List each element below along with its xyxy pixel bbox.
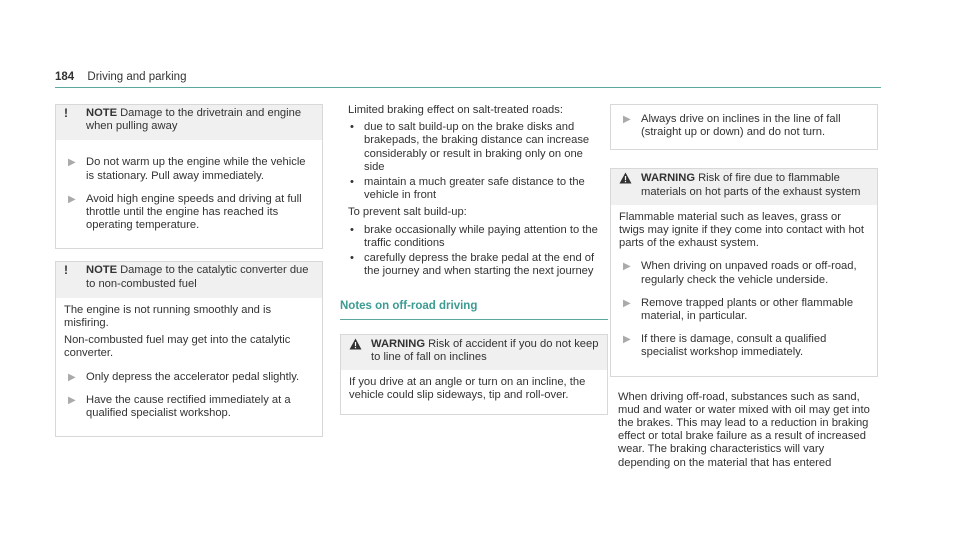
salt-section bbox=[340, 104, 608, 278]
warning-label: WARNING bbox=[371, 337, 426, 350]
list-text: brake occasionally while paying attention to the traffic conditions bbox=[364, 223, 598, 249]
list-text: maintain a much greater safe distance to the vehicle in front bbox=[364, 176, 585, 202]
step-text: Do not warm up the engine while the vehicle is stationary. Pull away immediately. bbox=[86, 156, 306, 182]
bullet-icon: • bbox=[350, 223, 354, 236]
list-item bbox=[348, 224, 600, 250]
warning-triangle-icon bbox=[349, 338, 371, 364]
note-body bbox=[56, 140, 322, 248]
play-arrow-icon: ▶ bbox=[623, 297, 631, 309]
prevent-text: To prevent salt build-up: bbox=[348, 206, 467, 219]
step-text: Avoid high engine speeds and driving at full throttle until the engine has reached its operating temperature. bbox=[86, 192, 302, 232]
note-box-catalytic bbox=[55, 261, 323, 437]
closing-text: When driving off-road, substances such as sand, mud and water or water mixed with oil may get into the brakes. This may lead to a reduction in braking effect or total brake failure as a result of increased wear. The braking characteristics will vary depending on the material that has entered bbox=[618, 390, 870, 469]
warning-body bbox=[341, 370, 607, 414]
step-item bbox=[64, 394, 314, 420]
body-text: Non-combusted fuel may get into the catalytic converter. bbox=[64, 334, 291, 360]
incline-step-box bbox=[610, 104, 878, 150]
play-arrow-icon: ▶ bbox=[68, 394, 76, 406]
warning-header bbox=[611, 169, 877, 204]
step-item bbox=[64, 371, 314, 384]
note-title: Damage to the drivetrain and engine when pulling away bbox=[86, 107, 302, 133]
column-1 bbox=[55, 104, 323, 449]
step-text: Only depress the accelerator pedal slightly. bbox=[86, 370, 300, 383]
page-header bbox=[55, 71, 881, 88]
bullet-icon: • bbox=[350, 176, 354, 189]
step-item bbox=[619, 297, 869, 323]
list-text: carefully depress the brake pedal at the end of the journey and when starting the next journey bbox=[364, 252, 595, 278]
warning-title: Risk of accident if you do not keep to line of fall on inclines bbox=[371, 337, 599, 363]
column-2 bbox=[340, 104, 608, 427]
warning-header bbox=[341, 335, 607, 370]
exclamation-square-icon: ! bbox=[64, 106, 68, 120]
warning-body bbox=[611, 205, 877, 376]
step-item bbox=[619, 260, 869, 286]
list-item bbox=[348, 252, 600, 278]
warning-label: WARNING bbox=[641, 172, 696, 185]
bullet-icon: • bbox=[350, 252, 354, 265]
step-item bbox=[64, 156, 314, 182]
play-arrow-icon: ▶ bbox=[68, 193, 76, 205]
note-body bbox=[56, 298, 322, 436]
list-item bbox=[348, 121, 600, 174]
column-3 bbox=[610, 104, 878, 474]
warning-box-incline bbox=[340, 334, 608, 416]
step-item bbox=[64, 193, 314, 233]
exclamation-square-icon: ! bbox=[64, 263, 68, 278]
warning-triangle-icon bbox=[619, 172, 641, 198]
play-arrow-icon: ▶ bbox=[623, 261, 631, 273]
play-arrow-icon: ▶ bbox=[68, 371, 76, 383]
note-header bbox=[56, 262, 322, 297]
body-text: Flammable material such as leaves, grass or twigs may ignite if they come into contact with hot parts of the exhaust system. bbox=[619, 210, 864, 250]
note-title: Damage to the catalytic converter due to non-combusted fuel bbox=[86, 264, 309, 290]
play-arrow-icon: ▶ bbox=[68, 157, 76, 169]
intro-text: Limited braking effect on salt-treated roads: bbox=[348, 104, 563, 116]
note-label: NOTE bbox=[86, 264, 118, 277]
chapter-title: Driving and parking bbox=[87, 71, 187, 83]
play-arrow-icon: ▶ bbox=[623, 334, 631, 346]
play-arrow-icon: ▶ bbox=[623, 114, 631, 125]
page-number: 184 bbox=[55, 71, 75, 83]
note-header bbox=[56, 105, 322, 140]
body-text: The engine is not running smoothly and is misfiring. bbox=[64, 303, 272, 330]
step-text: When driving on unpaved roads or off-road, regularly check the vehicle underside. bbox=[641, 260, 857, 286]
body-text: If you drive at an angle or turn on an incline, the vehicle could slip sideways, tip and roll-over. bbox=[349, 376, 586, 402]
warning-box-fire bbox=[610, 168, 878, 376]
bullet-icon: • bbox=[350, 121, 354, 134]
step-text: If there is damage, consult a qualified specialist workshop immediately. bbox=[641, 333, 827, 359]
step-text: Have the cause rectified immediately at a qualified specialist workshop. bbox=[86, 393, 291, 420]
list-text: due to salt build-up on the brake disks and brakepads, the braking distance can increase considerably or result in braking only on one side bbox=[364, 121, 590, 173]
list-item bbox=[348, 176, 600, 202]
note-label: NOTE bbox=[86, 107, 118, 119]
step-item bbox=[619, 333, 869, 359]
step-text: Remove trapped plants or other flammable material, in particular. bbox=[641, 296, 854, 323]
step-text: Always drive on inclines in the line of fall (straight up or down) and do not turn. bbox=[641, 113, 841, 139]
note-box-drivetrain bbox=[55, 104, 323, 249]
step-item bbox=[619, 113, 869, 139]
warning-title: Risk of fire due to flammable materials on hot parts of the exhaust system bbox=[641, 172, 861, 198]
section-title: Notes on off-road driving bbox=[340, 300, 608, 319]
